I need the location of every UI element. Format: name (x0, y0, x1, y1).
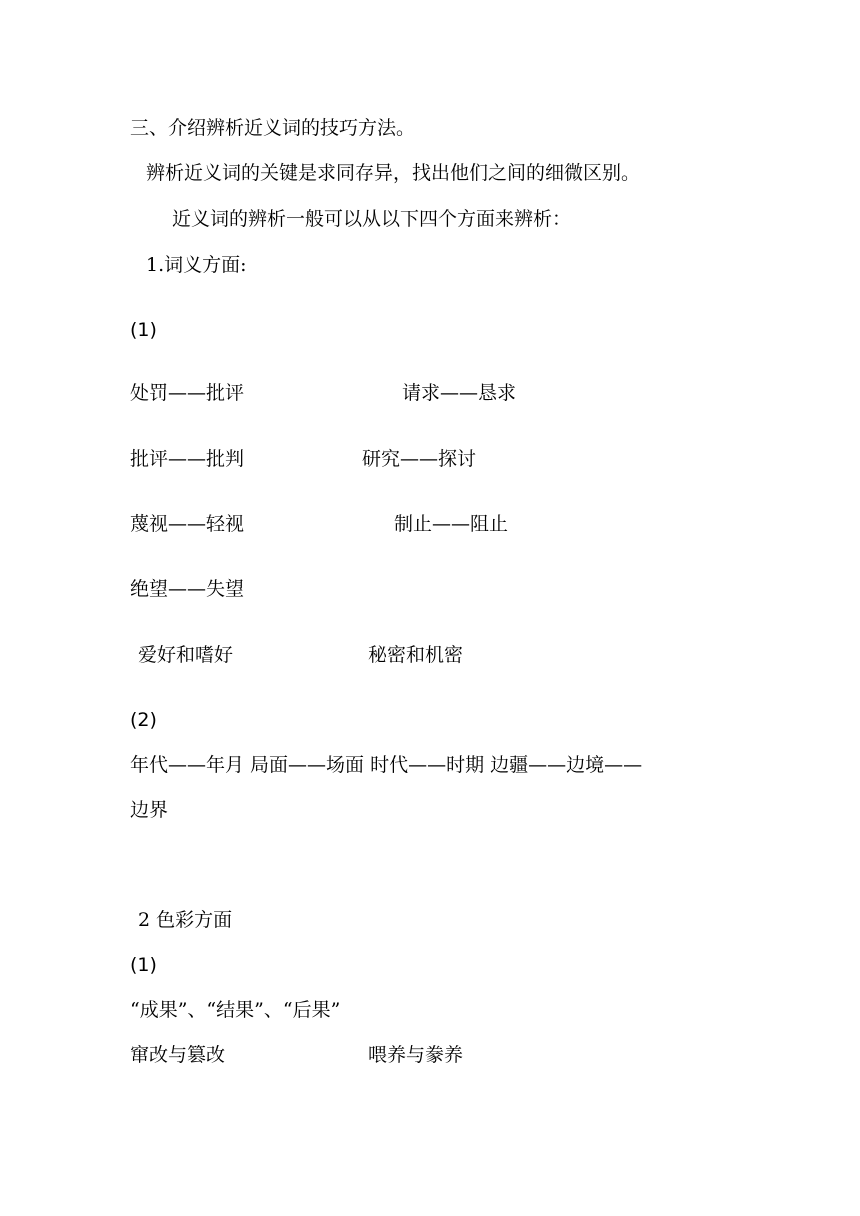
part2-heading: 2 色彩方面 (138, 909, 233, 931)
pair-right-1: 请求——恳求 (402, 382, 517, 404)
part2-right: 喂养与豢养 (368, 1044, 464, 1066)
part1-sub1-label: (1) (130, 319, 157, 341)
pair-left-1: 处罚——批评 (130, 382, 245, 404)
pair-right-5: 秘密和机密 (368, 644, 464, 666)
pair-left-2: 批评——批判 (130, 448, 245, 470)
part1-sub2-label: (2) (130, 709, 157, 731)
key-point-paragraph: 辨析近义词的关键是求同存异，找出他们之间的细微区别。 (146, 162, 641, 184)
pair-right-2: 研究——探讨 (362, 448, 477, 470)
part1-sub2-line2: 边界 (130, 799, 169, 821)
part1-sub2-line1: 年代——年月 局面——场面 时代——时期 边疆——边境—— (130, 754, 643, 776)
pair-right-3: 制止——阻止 (394, 513, 509, 535)
part2-left: 窜改与篡改 (130, 1044, 226, 1066)
intro-paragraph: 近义词的辨析一般可以从以下四个方面来辨析： (172, 208, 572, 230)
pair-left-4: 绝望——失望 (130, 578, 245, 600)
part2-line1: “成果”、“结果”、“后果” (130, 999, 341, 1021)
pair-left-3: 蔑视——轻视 (130, 513, 245, 535)
part1-heading: 1.词义方面: (146, 254, 247, 276)
part2-sub1-label: (1) (130, 954, 157, 976)
section-title: 三、介绍辨析近义词的技巧方法。 (130, 117, 416, 139)
pair-left-5: 爱好和嗜好 (138, 644, 234, 666)
